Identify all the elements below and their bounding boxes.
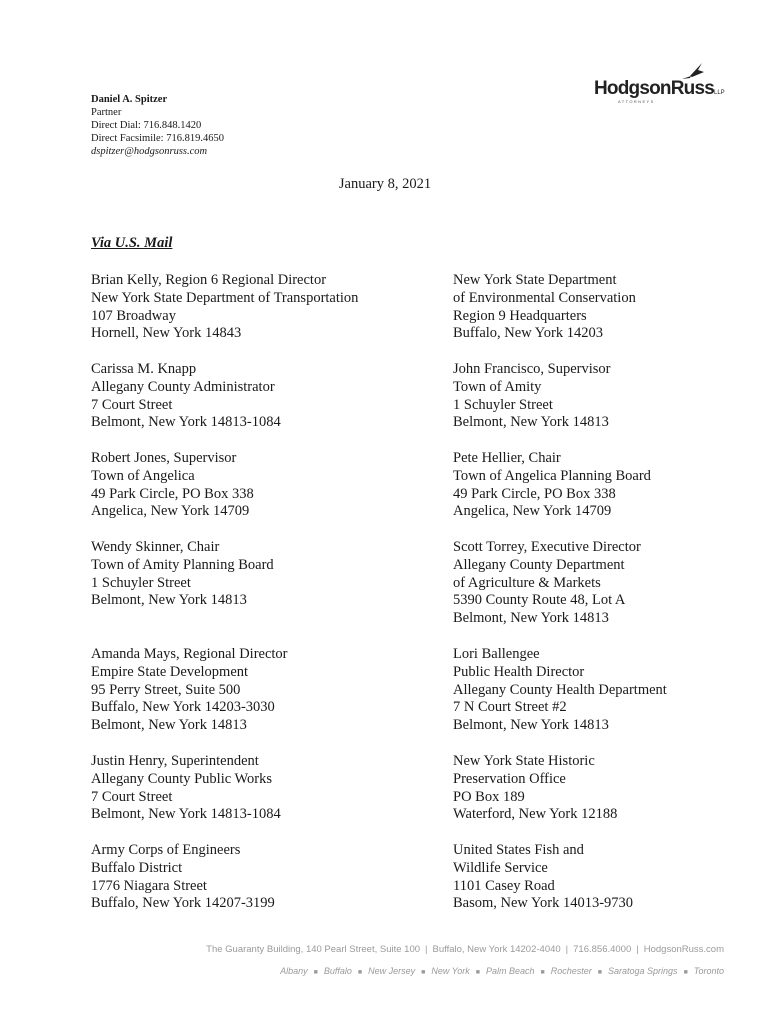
- office-item: Saratoga Springs: [608, 966, 678, 976]
- sender-direct-fax: Direct Facsimile: 716.819.4650: [91, 133, 224, 144]
- sender-name: Daniel A. Spitzer: [91, 94, 168, 105]
- address-block: [91, 361, 281, 432]
- square-bullet-icon: ■: [475, 969, 480, 976]
- address-line: Empire State Development: [91, 663, 249, 680]
- address-block: [453, 646, 667, 735]
- address-line: John Francisco, Supervisor: [453, 361, 611, 377]
- office-item: Palm Beach: [485, 966, 535, 976]
- address-line: New York State Department: [453, 272, 617, 288]
- address-line: Allegany County Department: [453, 556, 625, 573]
- address-line: New York State Historic: [453, 753, 595, 769]
- address-line: Belmont, New York 14813: [453, 414, 609, 431]
- footer-city: Buffalo, New York 14202-4040: [432, 944, 561, 955]
- address-line: Allegany County Administrator: [91, 378, 275, 395]
- address-block: [91, 842, 275, 913]
- square-bullet-icon: ■: [421, 969, 426, 976]
- square-bullet-icon: ■: [597, 969, 603, 976]
- office-item: New Jersey: [368, 966, 416, 976]
- delivery-method: Via U.S. Mail: [91, 235, 173, 251]
- address-block: [453, 361, 610, 432]
- address-line: Belmont, New York 14813-1084: [91, 414, 281, 431]
- address-line: Buffalo District: [91, 859, 183, 876]
- footer-offices: [0, 966, 724, 976]
- address-line: 95 Perry Street, Suite 500: [91, 681, 241, 698]
- address-line: Belmont, New York 14813-1084: [91, 806, 281, 823]
- address-line: Army Corps of Engineers: [91, 842, 241, 858]
- address-line: Carissa M. Knapp: [91, 361, 197, 377]
- sender-title: Partner: [91, 107, 122, 118]
- office-item: Buffalo: [323, 966, 352, 976]
- address-line: Belmont, New York 14813: [91, 717, 247, 734]
- address-line: of Environmental Conservation: [453, 289, 636, 306]
- address-line: Pete Hellier, Chair: [453, 450, 561, 466]
- address-line: Public Health Director: [453, 663, 585, 680]
- address-block: [453, 842, 633, 913]
- address-line: Wildlife Service: [453, 859, 548, 876]
- address-line: Buffalo, New York 14203-3030: [91, 699, 275, 716]
- address-line: PO Box 189: [453, 788, 525, 805]
- footer-contact: The Guaranty Building, 140 Pearl Street, Suite 100 | Buffalo, New York 14202-4040 | 716.856.4000 | HodgsonRuss.com: [206, 944, 724, 955]
- office-item: Toronto: [693, 966, 724, 976]
- office-item: Rochester: [550, 966, 592, 976]
- address-line: Town of Angelica: [91, 467, 195, 484]
- letter-date: January 8, 2021: [338, 176, 432, 192]
- address-line: Scott Torrey, Executive Director: [453, 539, 641, 555]
- square-bullet-icon: ■: [540, 969, 545, 976]
- address-line: Preservation Office: [453, 770, 566, 787]
- address-line: Hornell, New York 14843: [91, 325, 242, 342]
- sender-email[interactable]: dspitzer@hodgsonruss.com: [91, 146, 208, 157]
- address-line: Brian Kelly, Region 6 Regional Director: [91, 272, 327, 288]
- address-block: [453, 272, 636, 343]
- address-line: 7 N Court Street #2: [453, 699, 567, 716]
- address-block: [453, 450, 651, 521]
- address-line: of Agriculture & Markets: [453, 574, 601, 591]
- address-line: 5390 County Route 48, Lot A: [453, 592, 626, 609]
- address-line: Amanda Mays, Regional Director: [91, 646, 288, 662]
- address-line: 107 Broadway: [91, 307, 176, 324]
- logo-subtitle: ATTORNEYS: [618, 99, 655, 104]
- address-line: Lori Ballengee: [453, 646, 540, 662]
- address-line: 1 Schuyler Street: [91, 574, 191, 591]
- address-line: United States Fish and: [453, 842, 584, 858]
- address-line: Town of Amity Planning Board: [91, 556, 274, 573]
- address-line: Angelica, New York 14709: [91, 503, 250, 520]
- address-line: Buffalo, New York 14207-3199: [91, 895, 275, 912]
- footer-phone: 716.856.4000: [573, 944, 632, 955]
- footer-web[interactable]: HodgsonRuss.com: [643, 944, 724, 955]
- square-bullet-icon: ■: [313, 969, 318, 976]
- address-line: 7 Court Street: [91, 396, 173, 413]
- address-line: 49 Park Circle, PO Box 338: [453, 485, 616, 502]
- footer-address: The Guaranty Building, 140 Pearl Street, Suite 100: [206, 944, 421, 955]
- office-item: New York: [431, 966, 470, 976]
- address-line: Waterford, New York 12188: [453, 806, 618, 823]
- square-bullet-icon: ■: [683, 969, 688, 976]
- address-line: New York State Department of Transportation: [91, 289, 359, 306]
- address-line: Belmont, New York 14813: [453, 610, 609, 627]
- address-line: 1 Schuyler Street: [453, 396, 553, 413]
- address-line: 7 Court Street: [91, 788, 173, 805]
- address-line: Justin Henry, Superintendent: [91, 753, 259, 769]
- address-line: 1776 Niagara Street: [91, 877, 207, 894]
- square-bullet-icon: ■: [357, 969, 363, 976]
- address-line: Region 9 Headquarters: [453, 307, 587, 324]
- address-line: 49 Park Circle, PO Box 338: [91, 485, 254, 502]
- office-item: Albany: [280, 966, 308, 976]
- address-line: Buffalo, New York 14203: [453, 325, 603, 342]
- address-line: Angelica, New York 14709: [453, 503, 612, 520]
- sender-block: [91, 93, 224, 158]
- address-line: Belmont, New York 14813: [91, 592, 247, 609]
- logo-wordmark: HodgsonRussLLP: [594, 78, 725, 99]
- address-block: [453, 539, 641, 628]
- address-line: Town of Amity: [453, 378, 542, 395]
- address-line: Wendy Skinner, Chair: [91, 539, 220, 555]
- address-line: 1101 Casey Road: [453, 877, 555, 894]
- address-block: [91, 539, 274, 610]
- address-block: [453, 753, 617, 824]
- address-block: [91, 753, 281, 824]
- address-line: Allegany County Health Department: [453, 681, 667, 698]
- address-line: Town of Angelica Planning Board: [453, 467, 651, 484]
- address-block: [91, 646, 288, 735]
- address-line: Belmont, New York 14813: [453, 717, 609, 734]
- sender-direct-dial: Direct Dial: 716.848.1420: [91, 120, 202, 131]
- address-line: Basom, New York 14013-9730: [453, 895, 634, 912]
- address-line: Allegany County Public Works: [91, 770, 273, 787]
- firm-logo: [594, 56, 724, 104]
- address-block: [91, 450, 254, 521]
- address-block: [91, 272, 358, 343]
- address-line: Robert Jones, Supervisor: [91, 450, 237, 466]
